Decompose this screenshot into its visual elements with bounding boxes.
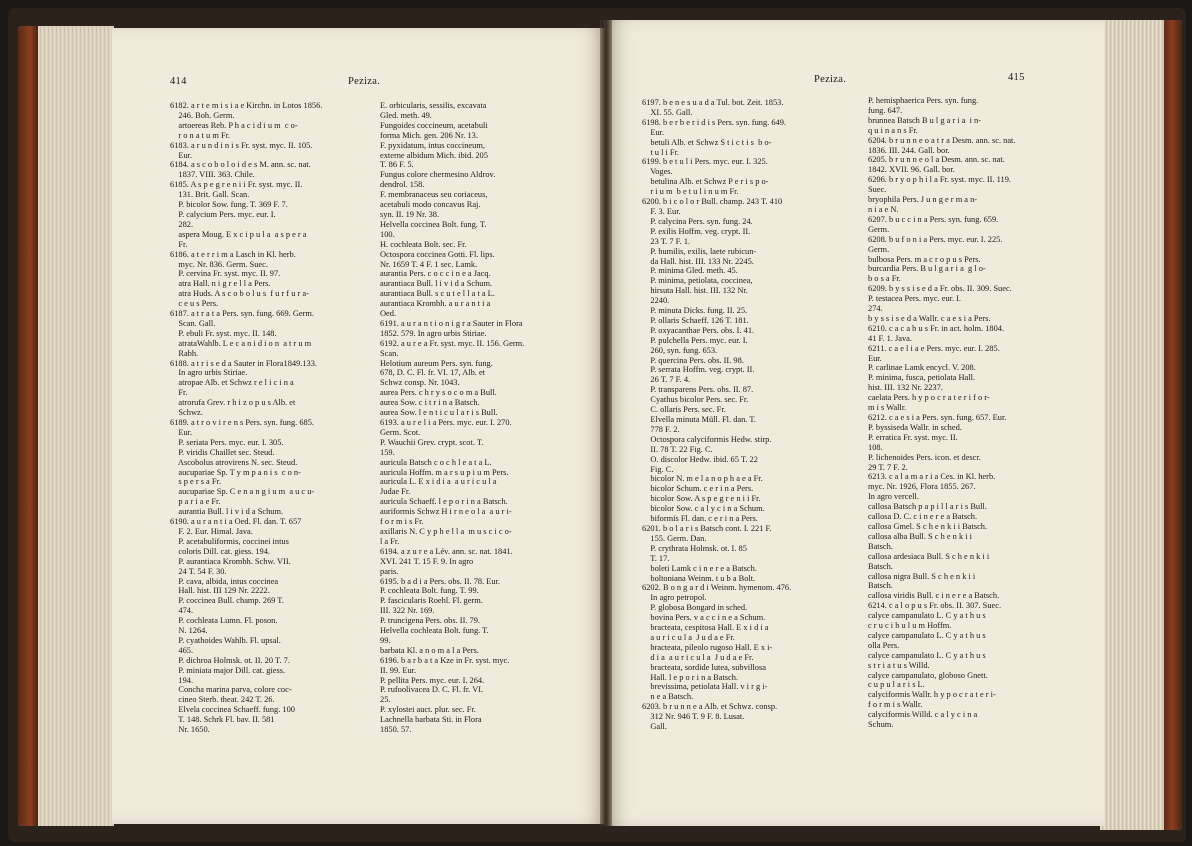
text-line: n i a e N. — [868, 204, 899, 214]
text-line: 6208. b u f o n i a Pers. myc. eur. I. 225. — [868, 234, 1003, 244]
text-line: 6198. b e r b e r i d i s Pers. syn. fung. 649. — [642, 117, 786, 127]
text-line: l a Fr. — [380, 536, 400, 546]
text-line: 246. Boh. Germ. — [170, 110, 235, 120]
text-line: XVI. 241 T. 15 F. 9. In agro — [380, 556, 474, 566]
text-line: c u p u l a r i s L. — [868, 680, 925, 690]
text-line: da Hall. hist. III. 133 Nr. 2245. — [642, 256, 754, 266]
text-line: F. 3. Eur. — [642, 206, 681, 216]
text-line: hirsuta Hall. hist. III. 132 Nr. — [642, 286, 748, 296]
text-line: calyce campanulato L. C y a t h u s — [868, 630, 986, 640]
text-line: P. serrata Hoffm. veg. crypt. II. — [642, 365, 755, 375]
text-line: aurea Sow. c i t r i n a Batsch. — [380, 398, 480, 408]
text-line: boleti Lamk c i n e r e a Batsch. — [642, 563, 757, 573]
text-line: aurantiaca Krombh. a u r a n t i a — [380, 299, 491, 309]
text-line: bovina Pers. v a c c i n e a Schum. — [642, 613, 766, 623]
text-line: P. transparens Pers. obs. II. 87. — [642, 385, 754, 395]
text-line: P. miniata major Dill. cat. giess. — [170, 665, 286, 675]
text-line: aspera Moug. E x c i p u l a a s p e r a — [170, 229, 307, 239]
text-line: auricula Hoffm. m a r s u p i u m Pers. — [380, 467, 509, 477]
text-line: auricula Batsch c o c h l e a t a L. — [380, 457, 492, 467]
text-line: 6200. b i c o l o r Bull. champ. 243 T. 410 — [642, 197, 783, 207]
text-line: calyce campanulato L. C y a t h u s — [868, 650, 986, 660]
text-line: 6209. b y s s i s e d a Fr. obs. II. 309. Suec. — [868, 284, 1012, 294]
text-line: 24 T. 54 F. 30. — [170, 566, 227, 576]
text-line: dendrol. 158. — [380, 180, 425, 190]
text-line: 1850. 57. — [380, 725, 412, 735]
text-line: In agro vercell. — [868, 492, 919, 502]
text-line: r o n a t u m Fr. — [170, 130, 231, 140]
text-line: syn. II. 19 Nr. 38. — [380, 209, 440, 219]
text-line: 6185. A s p e g r e n i i Fr. syst. myc. II. — [170, 180, 303, 190]
text-line: 6201. b o l a r i s Batsch cont. I. 221 F. — [642, 523, 772, 533]
text-line: axillaris N. C y p h e l l a m u s c i c o- — [380, 526, 512, 536]
text-line: 474. — [170, 606, 194, 616]
text-line: Schwz. — [170, 408, 203, 418]
text-line: 6207. b u c c i n a Pers. syn. fung. 659. — [868, 214, 999, 224]
text-line: P. seriata Pers. myc. eur. I. 305. — [170, 437, 284, 447]
text-line: 155. Germ. Dan. — [642, 533, 707, 543]
left-cover — [18, 26, 38, 826]
text-line: Scan. Gall. — [170, 318, 216, 328]
right-column-1 — [642, 98, 791, 732]
text-line: atrataWahlb. L e c a n i d i o n a t r u m — [170, 338, 312, 348]
text-line: P. ebuli Fr. syst. myc. II. 148. — [170, 328, 277, 338]
text-line: Batsch. — [868, 581, 893, 591]
text-line: aurea Sow. l e n t i c u l a r i s Bull. — [380, 408, 498, 418]
text-line: Germ. Scot. — [380, 427, 421, 437]
text-line: s p e r s a Fr. — [170, 477, 221, 487]
text-line: Gled. meth. 49. — [380, 110, 432, 120]
text-line: calyce campanulato, globoso Gnett. — [868, 670, 988, 680]
text-line: N. 1264. — [170, 626, 208, 636]
text-line: brunnea Batsch B u l g a r i a i n- — [868, 115, 982, 125]
text-line: burcardia Pers. B u l g a r i a g l o- — [868, 264, 986, 274]
text-line: hist. III. 132 Nr. 2237. — [868, 383, 943, 393]
text-line: P. exilis Hoffm. veg. crypt. II. — [642, 226, 751, 236]
text-line: 6188. a t r i s e d a Sauter in Flora1849.133. — [170, 358, 318, 368]
text-line: m i s Wallr. — [868, 403, 907, 413]
text-line: C. ollaris Pers. sec. Fr. — [642, 405, 726, 415]
text-line: P. pulchella Pers. myc. eur. I. — [642, 335, 748, 345]
text-line: aucupariae Sp. T y m p a n i s c o n- — [170, 467, 301, 477]
text-line: Fr. — [170, 239, 188, 249]
text-line: 465. — [170, 645, 194, 655]
text-line: 6187. a t r a t a Pers. syn. fung. 669. Germ. — [170, 309, 314, 319]
text-line: Fig. C. — [642, 464, 674, 474]
text-line: 6192. a u r e a Fr. syst. myc. II. 156. Germ. — [380, 338, 525, 348]
text-line: 1842. XVII. 96. Gall. bor. — [868, 165, 955, 175]
text-line: 6205. b r u n n e o l a Desm. ann. sc. nat. — [868, 155, 1005, 165]
right-page — [604, 20, 1104, 826]
text-line: b o s a Fr. — [868, 274, 901, 284]
text-line: barbata Kl. a n o m a l a Pers. — [380, 645, 479, 655]
text-line: myc. Nr. 836. Germ. Suec. — [170, 259, 268, 269]
text-line: 6196. b a r b a t a Kze in Fr. syst. myc. — [380, 655, 510, 665]
text-line: P. minima, petiolata, coccinea, — [642, 276, 753, 286]
text-line: 6212. c a e s i a Pers. syn. fung. 657. Eur. — [868, 413, 1007, 422]
left-running-head: Peziza. — [348, 76, 381, 87]
text-line: auriformis Schwz H i r n e o l a a u r i- — [380, 507, 512, 517]
text-line: Germ. — [868, 224, 890, 234]
text-line: 2240. — [642, 296, 670, 306]
text-line: P. globosa Bongard in sched. — [642, 603, 748, 613]
text-line: paris. — [380, 566, 399, 576]
text-line: caelata Pers. h y p o c r a t e r i f o r- — [868, 393, 990, 403]
text-line: atra Huds. A s c o b o l u s f u r f u r a- — [170, 289, 309, 299]
text-line: P. rufoolivacea D. C. Fl. fr. VI. — [380, 685, 484, 695]
text-line: bicolor Schum. c e r i n a Pers. — [642, 484, 754, 494]
text-line: P. calycina Pers. syn. fung. 24. — [642, 216, 753, 226]
text-line: 6203. b r u n n e a Alb. et Schwz. consp. — [642, 702, 778, 712]
text-line: P. carlinae Lamk encycl. V. 208. — [868, 363, 976, 373]
text-line: E. orbicularis, sessilis, excavata — [380, 101, 487, 110]
text-line: Helvella coccinea Bolt. fung. T. — [380, 219, 487, 229]
text-line: 1836. III. 244. Gall. bor. — [868, 145, 950, 155]
text-line: 159. — [380, 447, 395, 457]
text-line: q u i n a n s Fr. — [868, 125, 918, 135]
text-line: P. viridis Chaillet sec. Steud. — [170, 447, 275, 457]
text-line: Concha marina parva, colore coc- — [170, 685, 292, 695]
text-line: Germ. — [868, 244, 890, 254]
text-line: 6190. a u r a n t i a Oed. Fl. dan. T. 657 — [170, 517, 302, 527]
text-line: Elvela coccinea Schaeff. fung. 100 — [170, 705, 295, 715]
text-line: myc. Nr. 1926, Flora 1855. 267. — [868, 482, 976, 492]
text-line: P. acetabuliformis, coccinei intus — [170, 536, 289, 546]
text-line: P. coccinea Bull. champ. 269 T. — [170, 596, 284, 606]
text-line: biformis Fl. dan. c e r i n a Pers. — [642, 514, 758, 524]
text-line: Judae Fr. — [380, 487, 411, 497]
text-line: 6206. b r y o p h i l a Fr. syst. myc. II. 119. — [868, 175, 1011, 185]
text-line: 6184. a s c o b o l o i d e s M. ann. sc. nat. — [170, 160, 311, 170]
text-line: P. cava, albida, intus coccinea — [170, 576, 279, 586]
text-line: Eur. — [170, 427, 193, 437]
text-line: P. ollaris Schaeff. 126 T. 181. — [642, 315, 749, 325]
text-line: Helotium aureum Pers. syn. fung. — [380, 358, 493, 368]
text-line: 6204. b r u n n e o a t r a Desm. ann. sc. nat. — [868, 135, 1016, 145]
text-line: boltoniana Weinm. t u b a Bolt. — [642, 573, 756, 583]
text-line: 778 F. 2. — [642, 424, 680, 434]
text-line: P. lichenoides Pers. icon. et descr. — [868, 452, 981, 462]
text-line: atra Hall. n i g r e l l a Pers. — [170, 279, 271, 289]
text-line: In agro urbis Stiriae. — [170, 368, 248, 378]
text-line: P. pellita Pers. myc. eur. I. 264. — [380, 675, 485, 685]
text-line: 6182. a r t e m i s i a e Kirchn. in Lotos 1856. — [170, 101, 323, 110]
text-line: aurantia Bull. l i v i d a Schum. — [170, 507, 284, 517]
text-line: bryophila Pers. J u n g e r m a n- — [868, 195, 978, 205]
text-line: 194. — [170, 675, 194, 685]
text-line: 6183. a r u n d i n i s Fr. syst. myc. II. 105. — [170, 140, 313, 150]
text-line: 6186. a t e r r i m a Lasch in Kl. herb. — [170, 249, 296, 259]
text-line: Gall. — [642, 722, 667, 732]
text-line: O. discolor Hedw. ibid. 65 T. 22 — [642, 454, 758, 464]
text-line: Nr. 1650. — [170, 725, 210, 735]
text-line: aurantiaca Bull. l i v i d a Schum. — [380, 279, 493, 289]
right-page-edges — [1100, 20, 1182, 830]
text-line: P. truncigena Pers. obs. II. 79. — [380, 616, 481, 626]
text-line: 6213. c a l a m a r i a Ces. in Kl. herb. — [868, 472, 996, 482]
text-line: P. minima Gled. meth. 45. — [642, 266, 738, 276]
text-line: s t r i a t u s Willd. — [868, 660, 930, 670]
text-line: Oed. — [380, 309, 397, 319]
text-line: Fungus colore chermesino Aldrov. — [380, 170, 496, 180]
text-line: P. byssiseda Wallr. in sched. — [868, 422, 962, 432]
right-column-2 — [868, 96, 1015, 730]
text-line: 6199. b e t u l i Pers. myc. eur. I. 325. — [642, 157, 768, 167]
text-line: P. xylostei auct. plur. sec. Fr. — [380, 705, 476, 715]
text-line: Helvella cochleata Bolt. fung. T. — [380, 626, 489, 636]
text-line: II. 78 T. 22 Fig. C. — [642, 444, 713, 454]
text-line: P. humilis, exilis, laete rubicun- — [642, 246, 757, 256]
text-line: 99. — [380, 635, 391, 645]
text-line: callosa alba Bull. S c h e n k i i — [868, 531, 972, 541]
text-line: 41 F. 1. Java. — [868, 333, 912, 343]
text-line: P. Wauchii Grev. crypt. scot. T. — [380, 437, 484, 447]
text-line: forma Mich. gen. 206 Nr. 13. — [380, 130, 478, 140]
text-line: betuli Alb. et Schwz S t i c t i s b o- — [642, 137, 772, 147]
text-line: bicolor Sow. A s p e g r e n i i Fr. — [642, 494, 761, 504]
text-line: 1852. 579. In agro urbis Stiriae. — [380, 328, 487, 338]
text-line: 23 T. 7 F. 1. — [642, 236, 691, 246]
text-line: 6193. a u r e l i a Pers. myc. eur. I. 270. — [380, 418, 512, 427]
text-line: F. pyxidatum, intus coccineum, — [380, 140, 485, 150]
text-line: T. 86 F. 5. — [380, 160, 414, 170]
text-line: P. cochleata Bolt. fung. T. 99. — [380, 586, 479, 596]
text-line: callosa nigra Bull. S c h e n k i i — [868, 571, 976, 581]
text-line: c e u s Pers. — [170, 299, 219, 309]
text-line: P. quercina Pers. obs. II. 98. — [642, 355, 744, 365]
text-line: P. fascicularis Roehl. Fl. germ. — [380, 596, 483, 606]
text-line: aurea Pers. c h r y s o c o m a Bull. — [380, 388, 497, 398]
text-line: P. hemisphaerica Pers. syn. fung. — [868, 96, 979, 105]
text-line: Lachnella barbata Sti. in Flora — [380, 715, 482, 725]
text-line: aurantiaca Bull. s c u t e l l a t a L. — [380, 289, 495, 299]
text-line: 131. Brit. Gall. Scan. — [170, 190, 250, 200]
text-line: 282. — [170, 219, 194, 229]
text-line: 6210. c a c a b u s Fr. in act. holm. 1804. — [868, 323, 1005, 333]
text-line: olla Pers. — [868, 640, 900, 650]
text-line: Scan. — [380, 348, 399, 358]
text-line: 108. — [868, 442, 883, 452]
text-line: XI. 55. Gall. — [642, 107, 693, 117]
text-line: Batsch. — [868, 561, 893, 571]
text-line: betulina Alb. et Schwz P e r i s p o- — [642, 177, 769, 187]
text-line: 312 Nr. 946 T. 9 F. 8. Lusat. — [642, 712, 745, 722]
text-line: calyce campanulato L. C y a t h u s — [868, 611, 986, 621]
text-line: Eur. — [642, 127, 665, 137]
text-line: In agro petropol. — [642, 593, 707, 603]
text-line: 6191. a u r a n t i o n i g r a Sauter in Flora — [380, 318, 523, 328]
text-line: P. aurantiaca Krombh. Schw. VII. — [170, 556, 291, 566]
text-line: Hall. l e p o r i n a Batsch. — [642, 672, 739, 682]
text-line: Octospora calyciformis Hedw. stirp. — [642, 434, 772, 444]
text-line: externe albidum Mich. ibid. 205 — [380, 150, 488, 160]
text-line: Voges. — [642, 167, 673, 177]
text-line: brevissima, petiolata Hall. v i r g i- — [642, 682, 768, 692]
text-line: P. dichroa Holmsk. ot. II. 20 T. 7. — [170, 655, 290, 665]
text-line: c r u c i b u l u m Hoffm. — [868, 621, 952, 631]
text-line: artoereas Reb. P h a c i d i u m c o- — [170, 120, 298, 130]
text-line: auricula Schaeff. l e p o r i n a Batsch. — [380, 497, 508, 507]
text-line: Fr. — [170, 388, 188, 398]
text-line: Schwz consp. Nr. 1043. — [380, 378, 460, 388]
text-line: Hall. hist. III 129 Nr. 2222. — [170, 586, 270, 596]
text-line: Nr. 1659 T. 4 F. 1 sec. Lamk. — [380, 259, 478, 269]
book-gutter — [600, 20, 612, 826]
text-line: 6202. B o n g a r d i Weinm. hymenom. 476. — [642, 583, 792, 593]
text-line: 6211. c a e l i a e Pers. myc. eur. I. 285. — [868, 343, 1000, 353]
text-line: a u r i c u l a J u d a e Fr. — [642, 632, 735, 642]
text-line: Batsch. — [868, 541, 893, 551]
text-line: P. bicolor Sow. fung. T. 369 F. 7. — [170, 200, 288, 210]
text-line: P. oxyacanthae Pers. obs. I. 41. — [642, 325, 755, 335]
text-line: cineo Sterb. theat. 242 T. 26. — [170, 695, 275, 705]
text-line: 29 T. 7 F. 2. — [868, 462, 908, 472]
text-line: Rabh. — [170, 348, 199, 358]
text-line: n e a Batsch. — [642, 692, 694, 702]
text-line: P. minuta Dicks. fung. II. 25. — [642, 306, 748, 316]
text-line: bracteata, cespitosa Hall. E x i d i a — [642, 623, 769, 633]
text-line: 678, D. C. Fl. fr. VI. 17, Alb. et — [380, 368, 486, 378]
text-line: Schum. — [868, 720, 894, 730]
text-line: atropae Alb. et Schwz r e l i c i n a — [170, 378, 294, 388]
text-line: P. testacea Pers. myc. eur. I. — [868, 294, 962, 304]
text-line: 100. — [380, 229, 395, 239]
text-line: coloris Dill. cat. giess. 194. — [170, 546, 271, 556]
text-line: 1837. VIII. 363. Chile. — [170, 170, 255, 180]
right-running-head: Peziza. — [814, 74, 847, 85]
text-line: 26 T. 7 F. 4. — [642, 375, 691, 385]
text-line: 6214. c a l o p u s Fr. obs. II. 307. Suec. — [868, 601, 1002, 611]
text-line: 274. — [868, 304, 883, 314]
text-line: P. erratica Fr. syst. myc. II. — [868, 432, 958, 442]
text-line: bulbosa Pers. m a c r o p u s Pers. — [868, 254, 981, 264]
text-line: auricula L. E x i d i a a u r i c u l a — [380, 477, 497, 487]
text-line: Cyathus bicolor Pers. sec. Fr. — [642, 395, 749, 405]
text-line: fung. 647. — [868, 105, 903, 115]
text-line: Elvella minuta Müll. Fl. dan. T. — [642, 415, 756, 424]
left-page-number: 414 — [170, 76, 187, 87]
text-line: 260, syn. fung. 653. — [642, 345, 718, 355]
text-line: callosa viridis Bull. c i n e r e a Batsch. — [868, 591, 1000, 601]
text-line: bicolor N. m e l a n o p h a e a Fr. — [642, 474, 763, 484]
text-line: bracteata, sordide lutea, subvillosa — [642, 662, 766, 672]
text-line: P. minima, fusca, petiolata Hall. — [868, 373, 975, 383]
text-line: Eur. — [170, 150, 193, 160]
text-line: P. crythrata Holmsk. ot. I. 85 — [642, 543, 747, 553]
text-line: bracteata, pileolo rugoso Hall. E x i- — [642, 642, 773, 652]
text-line: H. cochleata Bolt. sec. Fr. — [380, 239, 467, 249]
text-line: callosa Gmel. S c h e n k i i Batsch. — [868, 521, 988, 531]
text-line: 6197. b e n e s u a d a Tul. bot. Zeit. 1853. — [642, 98, 784, 107]
text-line: Octospora coccinea Gotti. Fl. lips. — [380, 249, 495, 259]
text-line: Suec. — [868, 185, 887, 195]
text-line: Ascobolus atrovirens N. sec. Steud. — [170, 457, 298, 467]
text-line: 6195. b a d i a Pers. obs. II. 78. Eur. — [380, 576, 501, 586]
text-line: r i u m b e t u l i n u m Fr. — [642, 187, 739, 197]
text-line: III. 322 Nr. 169. — [380, 606, 435, 616]
left-page — [112, 28, 608, 824]
text-line: acetabuli modo concavus Raj. — [380, 200, 481, 210]
text-line: Eur. — [868, 353, 882, 363]
text-line: callosa D. C. c i n e r e a Batsch. — [868, 512, 978, 522]
left-page-edges — [18, 26, 114, 826]
text-line: callosa Batsch p a p i l l a r i s Bull. — [868, 502, 987, 512]
text-line: p a r i a e Fr. — [170, 497, 221, 507]
text-line: II. 99. Eur. — [380, 665, 417, 675]
right-cover — [1164, 20, 1182, 830]
text-line: P. cyathoides Wahlb. Fl. upsal. — [170, 635, 281, 645]
text-line: atrorufa Grev. r h i z o p u s Alb. et — [170, 398, 296, 408]
text-line: P. calycium Pers. myc. eur. I. — [170, 209, 276, 219]
text-line: aucupariae Sp. C e n a n g i u m a u c u- — [170, 487, 315, 497]
text-line: T. 148. Schrk Fl. bav. II. 581 — [170, 715, 275, 725]
text-line: aurantia Pers. c o c c i n e a Jacq. — [380, 269, 491, 279]
left-column-2 — [380, 101, 524, 735]
text-line: f o r m i s Fr. — [380, 517, 424, 527]
text-line: d i a a u r i c u l a J u d a e Fr. — [642, 652, 754, 662]
text-line: P. cochleata Lumn. Fl. poson. — [170, 616, 278, 626]
text-line: calyciformis Wallr. h y p o c r a t e r i- — [868, 690, 996, 700]
text-line: 6194. a z u r e a Lév. ann. sc. nat. 1841. — [380, 546, 513, 556]
text-line: bicolor Sow. c a l y c i n a Schum. — [642, 504, 765, 514]
text-line: 25. — [380, 695, 391, 705]
text-line: b y s s i s e d a Wallr. c a e s i a Pers. — [868, 313, 991, 323]
text-line: calyciformis Willd. c a l y c i n a — [868, 710, 978, 720]
text-line: f o r m i s Wallr. — [868, 700, 923, 710]
text-line: Fungoides coccineum, acetabuli — [380, 120, 488, 130]
text-line: T. 17. — [642, 553, 670, 563]
text-line: F. membranaceus seu coriaceus, — [380, 190, 488, 200]
text-line: t u l i Fr. — [642, 147, 679, 157]
text-line: F. 2. Eur. Himal. Java. — [170, 526, 253, 536]
right-page-number: 415 — [1008, 72, 1025, 83]
left-column-1 — [170, 101, 322, 735]
text-line: P. cervina Fr. syst. myc. II. 97. — [170, 269, 281, 279]
text-line: 6189. a t r o v i r e n s Pers. syn. fung. 685. — [170, 418, 314, 427]
text-line: callosa ardesiaca Bull. S c h e n k i i — [868, 551, 990, 561]
